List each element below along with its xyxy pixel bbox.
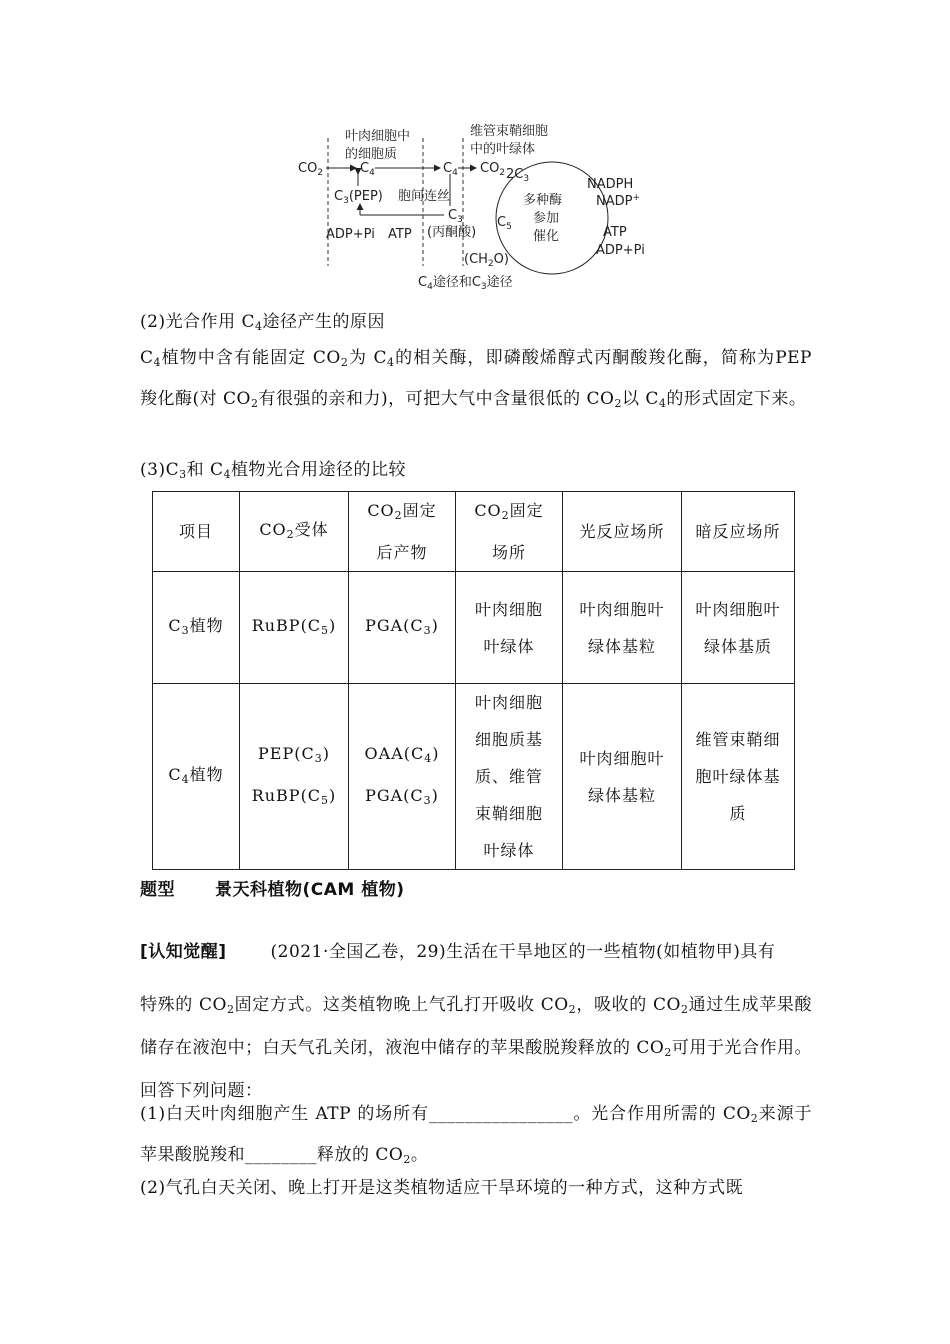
diagram-caption: $C_4$途径和$C_3$途径 <box>418 275 513 292</box>
c3-light-cell: 叶肉细胞叶 绿体基粒 <box>563 572 682 684</box>
c4-product-cell: $OAA(C_4)$ $PGA(C_3)$ <box>349 684 456 870</box>
c3-product-cell: $PGA(C_3)$ <box>349 572 456 684</box>
c4-mesophyll: $C_4$ <box>360 161 375 178</box>
enzyme-label-2: 参加 <box>533 211 560 226</box>
c3-dark-cell: 叶肉细胞叶 绿体基质 <box>682 572 795 684</box>
nadph-label: NADPH <box>587 177 634 192</box>
section-2-heading: (2)光合作用 $C_4$途径产生的原因 <box>140 312 385 333</box>
adp-pi-cycle-label: ADP+Pi <box>596 243 645 258</box>
c3-acceptor-cell: $RuBP(C_5)$ <box>240 572 349 684</box>
question-2: (2)气孔白天关闭、晚上打开是这类植物适应干旱环境的一种方式，这种方式既 <box>140 1178 744 1198</box>
comparison-table <box>152 491 795 870</box>
bundle-sheath-label-2: 中的叶绿体 <box>470 142 536 157</box>
plasmodesmata-label: 胞间连丝 <box>398 189 451 204</box>
ch2o-label: $(CH_2O)$ <box>464 252 509 269</box>
atp-cycle-label: ATP <box>603 225 627 240</box>
c3-pyruvate: $C_3$ <box>448 208 463 225</box>
question-type-title: 景天科植物(CAM 植物) <box>215 880 405 900</box>
section-2-body: $C_4$植物中含有能固定 $CO_2$为 $C_4$的相关酶，即磷酸烯醇式丙酮酸羧化酶，简称为PEP 羧化酶(对 $CO_2$有很强的亲和力)，可把大气中含量很低的 $CO_2$以 $C_4$的形式固定下来。 <box>140 348 812 410</box>
c4-site-cell: 叶肉细胞 细胞质基 质、维管 束鞘细胞 叶绿体 <box>456 684 563 870</box>
table-header-row <box>153 492 795 572</box>
mesophyll-label-2: 的细胞质 <box>345 147 398 162</box>
question-intro-body: 特殊的 $CO_2$固定方式。这类植物晚上气孔打开吸收 $CO_2$，吸收的 $CO_2$通过生成苹果酸储存在液泡中；白天气孔关闭，液泡中储存的苹果酸脱羧释放的 $CO_2$可用于光合作用。回答下列问题： <box>140 995 812 1101</box>
two-c3-label: $2C_3$ <box>506 167 530 184</box>
nadp-label: NADP+ <box>596 193 641 209</box>
header-product: $CO_2$固定 后产物 <box>349 492 456 572</box>
header-acceptor: $CO_2$受体 <box>240 492 349 572</box>
question-type-label: 题型 <box>140 880 175 900</box>
question-1: (1)白天叶肉细胞产生 ATP 的场所有________________。光合作用所需的 $CO_2$来源于苹果酸脱羧和________释放的 $CO_2$。 <box>140 1104 812 1166</box>
atp-label: ATP <box>388 227 412 242</box>
header-site: $CO_2$固定 场所 <box>456 492 563 572</box>
mesophyll-label: 叶肉细胞中 <box>345 129 411 144</box>
c4-light-cell: 叶肉细胞叶 绿体基粒 <box>563 684 682 870</box>
c4-acceptor-cell: $PEP(C_3)$ $RuBP(C_5)$ <box>240 684 349 870</box>
c3-site-cell: 叶肉细胞 叶绿体 <box>456 572 563 684</box>
c4-pathway-diagram <box>290 118 670 296</box>
header-light: 光反应场所 <box>563 492 682 572</box>
c4-plant-cell: $C_4$植物 <box>153 684 240 870</box>
c4-bundle: $C_4$ <box>443 161 458 178</box>
question-tag: [认知觉醒] <box>140 942 227 962</box>
section-3-heading: $(3)C_3$和 $C_4$植物光合用途径的比较 <box>140 460 407 481</box>
table-row <box>153 572 795 684</box>
c4-dark-cell: 维管束鞘细 胞叶绿体基 质 <box>682 684 795 870</box>
c5-label: $C_5$ <box>497 215 512 232</box>
enzyme-label-3: 催化 <box>533 229 560 244</box>
pyruvate-label: (丙酮酸) <box>427 225 477 240</box>
co2-input: $CO_2$ <box>298 161 324 178</box>
enzyme-label: 多种酶 <box>523 193 563 208</box>
header-dark: 暗反应场所 <box>682 492 795 572</box>
c3-pep: $C_3(PEP)$ <box>334 189 383 206</box>
bundle-sheath-label: 维管束鞘细胞 <box>470 124 549 139</box>
question-type-heading <box>140 872 812 908</box>
adp-pi-label: ADP+Pi <box>326 227 375 242</box>
c3-plant-cell: $C_3$植物 <box>153 572 240 684</box>
table-row <box>153 684 795 870</box>
question-intro-line: [认知觉醒] (2021·全国乙卷，29)生活在干旱地区的一些植物(如植物甲)具有 <box>140 942 776 962</box>
co2-released: $CO_2$ <box>480 161 506 178</box>
header-item: 项目 <box>153 492 240 572</box>
